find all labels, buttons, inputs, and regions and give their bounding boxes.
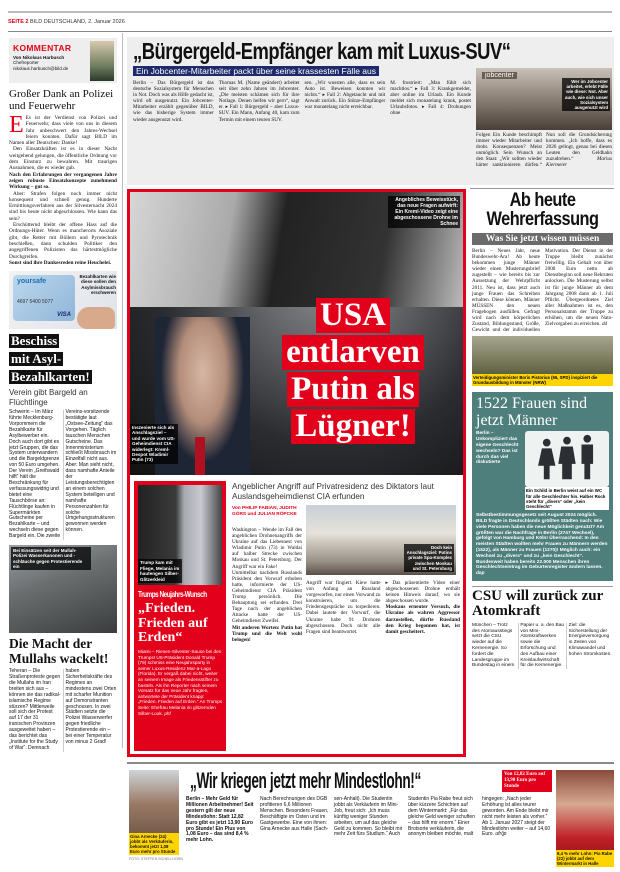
jobcenter-photo: jobcenter Wer im Jobcenter arbeitet, erlebt Fälle wie diese: Not. Aber auch, wie sich unser Sozialsystem ausgenutzt wird xyxy=(476,68,612,130)
gina-arnecke-photo: Gina Arnecke (24) jobbt als Verkäuferin, bekommt jetzt 1,08 Euro mehr pro Stunde xyxy=(129,770,179,855)
gender-body: Ein Schild in Berlin weist auf ein WC für alle Geschlechter hin. Halber Rock steht für „divers“ oder „kein Geschlecht“ Berlin – Unkompliziert das eigene Geschlecht wechseln? Das ist durch das viel diskutierte Selbstbestimmungsgesetz seit August 2024 möglich. BILD fragte in Deutschlands größten Städten nach: Wie viele Personen haben die neue Möglichkeit genutzt? Am größten war die Nachfrage in Berlin (2747 Wechsel), gefolgt von Hamburg und Köln! Überraschend: In den meisten Städten wollten mehr Frauen zu Männern werden (1522), als Männer zu Frauen (1270)! Möglich auch: ein Wechsel zu „divers“ und zu „kein Geschlecht“. Bundesweit haben bereits 22.000 Menschen ihren Geschlechtseintrag im Geburtenregister ändern lassen. dap xyxy=(476,431,608,577)
top-rule xyxy=(8,11,612,13)
buergergeld-subhead: Ein Jobcenter-Mitarbeiter packt über seine krassesten Fälle aus xyxy=(133,66,379,76)
trump-body: Miami – Riesen-Silvester-Sause bei den Trumps! US-Präsident Donald Trump (79) schmiss eine Neujahrsparty in seiner Luxus-Residenz Mar-a-Lago (Florida). Er vergaß dabei nicht, weiter an seinem Image als Friedensstifter zu basteln. Als ihn Reporter nach seinem Vorsatz für das neue Jahr fragten, antwortete der Präsident knapp: „Frieden. Frieden auf Erden.“ An Trumps Seite: Ehefrau Melania im glitzernden Silber-Look. phf xyxy=(138,649,223,716)
putin-byline: Von PHILIP FABIAN, JUDITH GÖRS und JULIAN RÖPCKE xyxy=(232,506,297,517)
kommentar-headline: Großer Dank an Polizei und Feuerwehr xyxy=(9,88,114,112)
right-column xyxy=(472,191,613,669)
buergergeld-headline: „Bürgergeld-Empfänger kam mit Luxus-SUV“ xyxy=(133,38,511,64)
mullahs-body: Teheran – Die Straßenproteste gegen die Mullahs im Iran breiten sich aus – können sie das radikal-islamische Regime stürzen? Mittlerweile soll sich der Protest auf 17 der 31 iranischen Provinzen ausgeweitet haben – das berichtet das „Institute for the Study of War“. Demnach haben Sicherheitskräfte des Regimes an mindestens zwei Orten mit scharfer Munition auf Demonstranten geschossen. In zwei Städten setzte die Polizei Wasserwerfer gegen friedliche Protestierende ein – bei einer Temperatur von minus 2 Grad! xyxy=(9,668,117,751)
drone-putin-photo: Angebliches Beweisstück, das neue Fragen aufwirft: Ein Kreml-Video zeigt eine abgeschossene Drohne im Schnee Inszenierte sich als Anschlagsziel – und wurde vom US-Geheimdienst CIA widerlegt: Kreml-Despot Wladimir Putin (73) xyxy=(130,192,463,475)
wc-sign-photo xyxy=(525,431,609,487)
trump-box xyxy=(134,481,226,751)
csu-body: München – Trotz des Atomausstiegs setzt die CSU wieder auf die Kernenergie. So fordert die Landesgruppe im Bundestag in einem Papier u. a. den Bau von Mini-Atomkraftwerken sowie die Erforschung und den Aufbau einer Kreislaufwirtschaft für die Kernenergie. Ziel: die Sicherstellung der Energieversorgung in Zeiten von Klimawandel und hohen Stromkosten. xyxy=(472,622,612,669)
payment-card: yoursafe 4697 5400 5077 VISA xyxy=(13,275,75,321)
buergergeld-body: Berlin – Das Bürgergeld ist das deutsche Sozialsystem für Menschen in Not. Doch was als Hilfe gedacht ist, wird oft ausgenutzt. Ein Jobcenter-Mitarbeiter erzählt gegenüber BILD, wie das bisherige System immer wieder ausgenutzt wird. Thomas M. (Name geändert) arbeitet seit über zehn Jahren im Jobcenter. „Die meisten schämen sich für ihre Notlage. Denen helfen wir gern“, sagt er. ▸ Fall 1: Bürgergeld – aber Luxus-SUV. Ein Mann, Anfang 40, kam zum Termin mit einem teuren SUV. sen. „Wir wussten alle, dass es sein Auto ist. Beweisen konnten wir nichts.“ ▸ Fall 2: Abgetaucht und mit Anwalt zurück. Ein Stütze-Empfänger war monatelang nicht erreichbar. M. frustriert: „Man fühlt sich machtlos.“ ▸ Fall 3: Krankgemeldet, aber online im Urlaub. Ein Kunde meldet sich monatelang krank, postet Urlaubsfotos. ▸ Fall 4: Drohungen ohne xyxy=(133,80,471,123)
trump-headline: „Frieden. Frieden auf Erden“ xyxy=(138,601,208,645)
putin-headline: USA entlarven Putin als Lügner! xyxy=(245,298,461,444)
gender-box xyxy=(472,392,613,581)
asyl-headline: Beschiss mit Asyl- Bezahlkarten! xyxy=(11,333,90,385)
trump-kicker: Trumps Neujahrs-Wunsch xyxy=(138,590,207,599)
mullahs-headline: Die Macht der Mullahs wackelt! xyxy=(9,636,109,666)
red-tie xyxy=(195,437,205,475)
header-rule xyxy=(8,31,612,32)
putin-subhead: Angeblicher Angriff auf Privatresidenz des Diktators laut Auslandsgeheimdienst CIA erfunden xyxy=(232,482,434,501)
trump-melania-photo: Trump kam mit Fliege, Melania im hautengen Silber-Glitzerkleid xyxy=(138,485,222,585)
hand xyxy=(77,307,115,329)
gender-figure xyxy=(525,431,609,510)
pia-rabe-photo: 8,4 % mehr Lohn: Pia Rabe (22) jobbt auf dem Wintermarkt in Halle xyxy=(556,770,614,867)
kommentar-box xyxy=(9,38,117,83)
buergergeld-side-text: Folgen Ein Kunde beschimpft immer wieder Mitarbeiter und droht. Konsequenzen? Meist unmöglich. Sein Wunsch an den Staat: „Wir sollten wieder härter sanktionieren dürfen.“ Nun soll die Grundsicherung kommen. „Ich hoffe, dass es 2026 gelingt, genau bei diesen Leuten den Geldhahn zuzudrehen.“ Marius Kiermeier xyxy=(476,132,612,169)
asyl-body: Schwerin – Im März führte Mecklenburg-Vorpommern die Bezahlkarte für Asylbewerber ein. Doch auch dort gibt es jetzt Gruppen, die das System unterwandern und die Bargeldgrenze von 50 Euro umgehen. Der Verein „Greifswald hilft“ hält die Beschränkung für verfassungswidrig und bietet eine Tauschbörse an: Flüchtlinge kaufen in Supermärkten Gutscheine per Bezahlkarte – und wechseln diese gegen Bargeld ein. Die zweite Vereins-vorsitzende bestätigte laut „Ostsee-Zeitung“ das Vorgehen. Täglich tauschen Menschen Gutscheine. Das Innenministerium schließt Missbrauch im Einzelfall nicht aus. Aber: Man sieht nicht, dass namhafte Anteile der Leistungsberechtigten an einem solchen System beteiligen und namhafte Personenzahlen für solche Umgehungsstrukturen gewonnen werden können. xyxy=(9,409,117,540)
wehr-rule xyxy=(470,188,614,189)
gender-headline: 1522 Frauen sind jetzt Männer xyxy=(476,395,588,430)
wehr-body: Berlin – Neues Jahr, neue Bundeswehr-Ära! Ab heute bekommen junge Männer wieder einen Musterungsbrief zugestellt – wie bereits bis zur Aussetzung der Wehrpflicht 2011. Neu ist, dass jetzt auch junge Frauen das Schreiben erhalten. Diese können, Männer MÜSSEN den neuen Fragebogen ausfüllen. Gefragt wird nach dem körperlichen Zustand, Bildungsstand, Größe, Gewicht und der individuellen Motivation. Der Dienst in der Truppe bleibt zunächst freiwillig. Ein Gehalt von über 2000 Euro netto ab Dienstbeginn soll neue Rekruten anlocken. Die Musterung selbst ist für junge Männer ab dem Jahrgang 2008 dann ab 1. Juli Pflicht. Übergeordnetes Ziel aller Maßnahmen ist es, den Personalstamm der Truppe zu erhöhen, um die neuen Nato-Zielvorgaben zu erreichen. dd xyxy=(472,248,613,334)
wehr-headline-wrap xyxy=(472,191,613,229)
csu-headline: CSU will zurück zur Atomkraft xyxy=(472,587,603,620)
mindestlohn-badge: Von 12,82 Euro auf 13,90 Euro pro Stunde xyxy=(502,770,552,792)
putin-body-col1: Washington – Wende im Fall des angeblichen Drohnenangriffs der Ukraine auf das Liebesnest von Wladimir Putin (73) in Waldai auf halber Strecke zwischen Moskau und St. Petersburg. Der Angriff war ein Fake! Unmittelbar nachdem Russlands Präsident den Vorwurf erhoben hatte, informierte der US-Geheimdienst CIA Präsident Trump persönlich. Die Behauptung sei erfunden. Drei Tage nach der angeblichen Attacke hatte der US-Geheimdienst Zweifel. Mit anderen Worten: Putin hat Trump und die Welt wohl belogen! xyxy=(232,527,302,643)
wehr-headline: Ab heute Wehrerfassung xyxy=(486,190,599,230)
page-number: SEITE 2 xyxy=(8,19,29,25)
gender-figures-icon xyxy=(525,431,609,487)
kommentar-body: E Es ist der Verdienst von Polizei und Feuerwehr, dass viele von uns in diesem Jahr unbeschwert den Jahres-Wechsel feiern konnten. Dafür sagt BILD im Namen aller Deutschen: Danke! Den Einsatzkräften ist es in dieser Nacht weitgehend gelungen, die öffentliche Ordnung vor dem Einsturz zu bewahren. Mit traurigen Ausnahmen, die es wieder gab. Nach den Erfahrungen der vergangenen Jahre zeigen robuste Einsatzkonzepte zunehmend Wirkung – gut so. Aber: Strafen folgen noch immer nicht konsequent und schnell genug. Hunderte Ermittlungsverfahren aus der Silvesternacht 2024 sind bis heute nicht abgeschlossen. Wie kann das sein? Erschütternd bleibt der offene Hass auf die Ordnungs-Hüter. Wenn es mancherorts Asoziale gibt, die Retter mit Böllern und Pyrotechnik beschießen, dann schulden Politiker den angegriffenen Polizisten das härtestmögliche Durchgreifen. Sonst sind ihre Dankesreden reine Heuchelei. xyxy=(9,112,117,266)
pistorius-photo: Verteidigungsminister Boris Pistorius (65, SPD) inspiziert die Grundausbildung in Münster (NRW) xyxy=(472,336,613,386)
gender-photo-caption: Ein Schild in Berlin weist auf ein WC für alle Geschlechter hin. Halber Rock steht für „divers“ oder „kein Geschlecht“ xyxy=(525,487,609,510)
iran-protest-photo: Bei Einsätzen seit der Mullah-Polizei Wasserkanonen und -schläuche gegen Protestierende ein xyxy=(9,545,117,633)
putin-residence-photo: Doch kein Anschlagsziel: Putins private Spa-Komplex zwischen Moskau und St. Petersburg xyxy=(306,505,456,575)
masthead xyxy=(8,19,125,25)
asyl-subhead: Verein gibt Bargeld an Flüchtlinge xyxy=(9,388,88,407)
putin-body-cols: Angriff war fingiert. Kiew hatte von Anfang an Russland vorgeworfen, nur einen Vorwand zu konstruieren, um die Friedensgespräche zu torpedieren. Dabei lautete der Vorwurf, die Ukraine habe 91 Drohnen abgeschossen. Doch nicht alle Fragen sind beantwortet. ▸ Das präsentierte Video einer abgeschossenen Drohne enthält keinen Hinweis darauf, wo sie abgeschossen wurde. Moskaus erneuter Versuch, die Ukraine als wahren Aggressor darzustellen, dürfte Russland den Krieg begonnen hat, ist damit gescheitert. xyxy=(306,580,460,635)
kommentar-author: Von Nikolaus Harbusch Chefreporter nikolaus.harbusch@bild.de xyxy=(13,55,69,71)
csu-rule xyxy=(472,586,613,587)
mindestlohn-body: Berlin – Mehr Geld für Millionen Arbeitnehmer! Seit gestern gilt der neue Mindestlohn: Statt 12,82 Euro gibt es jetzt 13,90 Euro pro Stunde! Ein Plus von 1,08 Euro – das sind 8,4 % mehr Lohn. Nach Berechnungen des DGB profitieren 6,6 Millionen Menschen. Besonders Frauen, Beschäftigte im Osten und im Gastgewerbe. Eine von ihnen: Gina Arnecke aus Halle (Sach- sen-Anhalt). Die Studentin jobbt als Verkäuferin im Mini-Job, freut sich: „Ich muss künftig weniger Stunden arbeiten, um auf das gleiche Geld zu kommen. So bleibt mir mehr Zeit fürs Studium.“ Auch Studentin Pia Rabe freut sich über kürzere Schichten auf dem Wintermarkt: „Für das gleiche Geld weniger schuften – das hilft mir enorm.“ Einer Brotsorte verkäuferin, die anonym bleiben möchte, malt hingegen: „Nach jeder Erhöhung ist alles teurer geworden. Am Ende bleibt mir nicht mehr leisten als vorher.“ Ab 1. Januar 2027 steigt der Mindestlohn weiter – auf 14,60 Euro. ufr/jp xyxy=(186,796,551,844)
column-divider xyxy=(122,33,123,748)
photo-credit: FOTO: STEFFEN SCHELLHORN xyxy=(129,857,183,861)
mindestlohn-rule xyxy=(127,762,614,764)
mindestlohn-headline: „Wir kriegen jetzt mehr Mindestlohn!“ xyxy=(190,768,421,793)
left-column xyxy=(9,38,117,752)
wehr-subhead: Was Sie jetzt wissen müssen xyxy=(472,233,613,245)
edition-date: BILD DEUTSCHLAND, 2. Januar 2026 xyxy=(30,19,125,25)
author-avatar xyxy=(90,41,114,81)
bezahlkarte-photo: yoursafe 4697 5400 5077 VISA Bezahlkarten wie diese sollen den Asylmissbrauch erschweren xyxy=(9,271,117,329)
kommentar-label: KOMMENTAR xyxy=(13,43,72,53)
